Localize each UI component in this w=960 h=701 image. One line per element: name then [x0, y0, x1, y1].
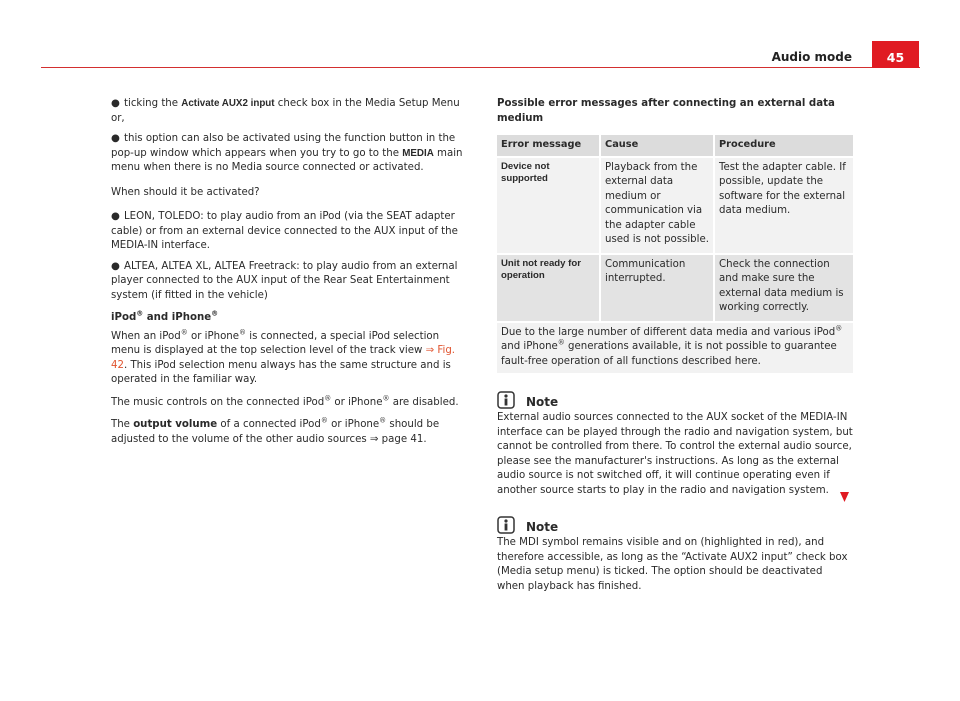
note-text: The MDI symbol remains visible and on (highlighted in red), and therefore accessible, as long as the “Activate AUX2 input” check box (Media setup menu) is ticked. The option should be deactivated when playback has finished.	[497, 537, 848, 592]
note-header	[497, 387, 853, 409]
note-box	[497, 512, 853, 594]
bullet-icon: ●	[111, 211, 120, 222]
table-header-row	[497, 135, 853, 156]
paragraph: The music controls on the connected iPod® or iPhone® are disabled.	[111, 394, 459, 408]
list-item: ● ALTEA, ALTEA XL, ALTEA Freetrack: to play audio from an external player connected to the AUX input of the Rear Seat Entertainment system (if fitted in the vehicle)	[111, 260, 458, 301]
list-item: ● LEON, TOLEDO: to play audio from an iPod (via the SEAT adapter cable) or from an external device connected to the AUX input of the MEDIA-IN interface.	[111, 211, 458, 251]
figure-link[interactable]: ⇒ Fig. 42	[111, 345, 456, 371]
note-label: Note	[526, 394, 559, 409]
list-item: ● ticking the Activate AUX2 input check box in the Media Setup Menu or,	[111, 98, 460, 124]
cause-cell: Playback from the external data medium or communication via the adapter cable used is not possible.	[599, 156, 713, 253]
page-number-badge: 45	[872, 41, 919, 68]
paragraph: When an iPod® or iPhone® is connected, a special iPod selection menu is displayed at the top selection level of the track view ⇒ Fig. 42. This iPod selection menu always has the same structure and is operated in the familiar way.	[111, 328, 456, 385]
menu-option-name: Activate AUX2 input	[181, 98, 275, 109]
left-column	[111, 97, 463, 455]
menu-name: MEDIA	[402, 147, 434, 159]
note-header	[497, 512, 853, 534]
table-row	[497, 253, 853, 321]
page-title: Audio mode	[771, 50, 852, 64]
procedure-cell: Test the adapter cable. If possible, update the software for the external data medium.	[713, 156, 853, 253]
column-header: Error message	[497, 135, 599, 156]
right-column	[497, 97, 853, 602]
table-row	[497, 156, 853, 253]
bullet-icon: ●	[111, 133, 120, 144]
error-message-cell: Device not supported	[497, 156, 599, 253]
table-title: Possible error messages after connecting an external data medium	[497, 98, 835, 124]
column-header: Cause	[599, 135, 713, 156]
paragraph: The output volume of a connected iPod® or iPhone® should be adjusted to the volume of the other audio sources ⇒ page 41.	[111, 416, 440, 445]
continue-arrow-icon	[840, 492, 849, 502]
error-message-cell: Unit not ready for operation	[497, 253, 599, 321]
header-rule	[41, 67, 920, 68]
info-icon	[497, 516, 515, 534]
question-text: When should it be activated?	[111, 186, 260, 198]
note-text: External audio sources connected to the AUX socket of the MEDIA-IN interface can be played through the radio and navigation system, but cannot be controlled from there. To control the external audio source, please see the manufacturer's instructions. As long as the external audio source is not switched off, it will continue operating even if another source starts to play in the radio and navigation system.	[497, 412, 853, 496]
info-icon	[497, 391, 515, 409]
note-label: Note	[526, 519, 559, 534]
column-header: Procedure	[713, 135, 853, 156]
note-box	[497, 387, 853, 498]
error-table	[497, 135, 853, 321]
bullet-icon: ●	[111, 260, 120, 272]
section-heading: iPod® and iPhone®	[111, 309, 219, 323]
cause-cell: Communication interrupted.	[599, 253, 713, 321]
list-item: ● this option can also be activated using the function button in the pop-up window which appears when you try to go to the MEDIA main menu when there is no Media source connected or activated.	[111, 133, 463, 173]
table-footer: Due to the large number of different data media and various iPod® and iPhone® generations available, it is not possible to guarantee fault-free operation of all functions described here.	[497, 321, 853, 374]
procedure-cell: Check the connection and make sure the external data medium is working correctly.	[713, 253, 853, 321]
bullet-icon: ●	[111, 98, 120, 109]
